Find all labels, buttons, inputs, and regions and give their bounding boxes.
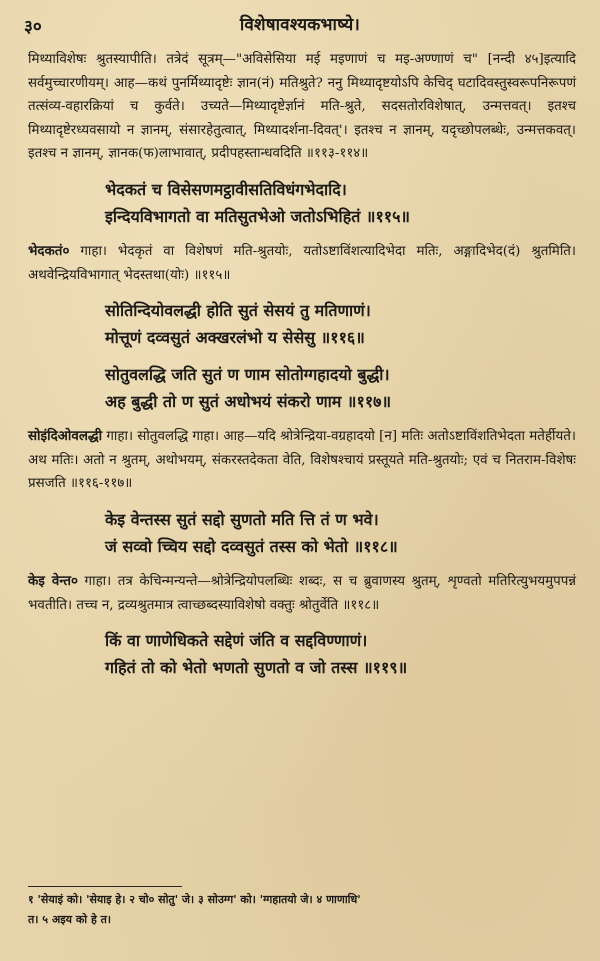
verse-line: गहितं तो को भेतो भणतो सुणतो व जो तस्स ॥११९॥ [105, 658, 408, 678]
verse-line: अह बुद्धी तो ण सुतं अधोभयं संकरो णाम ॥११७॥ [105, 392, 392, 412]
verse-115 [28, 176, 576, 230]
verse-line: मोत्तूणं दव्वसुतं अक्खरलंभो य सेसेसु ॥११६॥ [105, 328, 365, 348]
page-number: ३० [24, 17, 42, 37]
footnote-line: १ 'सेयाइं को। 'सेयाइ हे। २ चो० सोतु' जे। ३ सोउग्ग' को। 'ग्गहातयो जे। ४ णाणाधि' [28, 893, 361, 906]
footnote-rule [28, 886, 182, 887]
commentary-text: मिथ्याविशेषः श्रुतस्यापीति। तत्रेदं सूत्रम्—"अविसेसिया मई मइणाणं च मइ-अण्णाणं च" [नन्दी ४५]इत्यादि सर्वमुच्चारणीयम्। आह—कथं पुनर्मिथ्यादृष्टेः ज्ञान(नं) मतिश्रुते? ननु मिथ्यादृष्टयोऽपि केचिद् घटादिवस्तुस्वरूपनिरूपणं तत्संव्य-वहारक्रियां च कुर्वते। उच्यते—मिथ्यादृष्टेर्ज्ञानं मति-श्रुते, सदसतोरविशेषात्, उन्मत्तवत्। इतश्च मिथ्यादृष्टेरध्यवसायो न ज्ञानम्, संसारहेतुत्वात्, मिथ्यादर्शना-दिवत्'। इतश्च न ज्ञानम्, यदृच्छोपलब्धेः, उन्मत्तकवत्। इतश्च न ज्ञानम्, ज्ञानक(फ)लाभावात्, प्रदीपहस्तान्धवदिति ॥११३-११४॥ [28, 52, 576, 162]
verse-line: इन्दियविभागतो वा मतिसुतभेओ जतोऽभिहितं ॥११५॥ [105, 206, 411, 226]
commentary-lead: भेदकतं० [28, 242, 70, 259]
commentary-paragraph [28, 570, 576, 617]
commentary-text: गाहा। तत्र केचिन्मन्यन्ते—श्रोत्रेन्द्रियोपलब्धिः शब्दः, स च ब्रुवाणस्य श्रुतम्, शृण्वतो मतिरित्युभयमुपपन्नं भवतीति। तच्च न, द्रव्यश्रुतमात्र त्वाच्छब्दस्याविशेषो वक्तुः श्रोतुर्वेति ॥११८॥ [28, 573, 577, 613]
verse-line: किं वा णाणेधिकते सद्देणं जंति व सद्दविण्णाणं। [105, 631, 368, 651]
commentary-paragraph [28, 240, 576, 287]
commentary-paragraph [28, 48, 576, 166]
page-body [28, 48, 576, 681]
verse-line: भेदकतं च विसेसणमट्ठावीसतिविधंगभेदादि। [105, 179, 347, 199]
running-title: विशेषावश्यकभाष्ये। [239, 15, 361, 35]
footnotes [28, 890, 576, 930]
commentary-text: गाहा। सोतुवलद्धि गाहा। आह—यदि श्रोत्रेन्द्रिया-वग्रहादयो [न] मतिः अतोऽष्टाविंशतिभेदता मतेर्हीयते। अथ मतिः। अतो न श्रुतम्, अथोभयम्, संकरस्तदेकता वेति, विशेषश्चायं प्रस्तूयते मति-श्रुतयोः; एवं च नितराम-विशेषः प्रसजति ॥११६-११७॥ [28, 429, 576, 492]
page-header [22, 12, 578, 40]
verse-118 [28, 506, 576, 560]
verse-116 [28, 297, 576, 351]
verse-line: केइ वेन्तस्स सुतं सद्दो सुणतो मति त्ति तं ण भवे। [105, 509, 379, 529]
commentary-lead: सोइंदिओवलद्धी [28, 428, 103, 445]
commentary-lead: केइ वेन्त० [28, 572, 78, 589]
commentary-text: गाहा। भेदकृतं वा विशेषणं मति-श्रुतयोः, यतोऽष्टाविंशत्यादिभेदा मतिः, अङ्गादिभेद(दं) श्रुतमिति। अथवेन्द्रियविभागात् भेदस्तथा(योः) ॥११५॥ [28, 243, 576, 283]
verse-line: जं सव्वो च्चिय सद्दो दव्वसुतं तस्स को भेतो ॥११८॥ [105, 536, 398, 556]
verse-119 [28, 627, 576, 681]
footnote-line: त। ५ अइय को हे त। [28, 913, 112, 926]
verse-117 [28, 361, 576, 415]
verse-line: सोतिन्दियोवलद्धी होति सुतं सेसयं तु मतिणाणं। [105, 301, 371, 321]
commentary-paragraph [28, 425, 576, 496]
verse-line: सोतुवलद्धि जति सुतं ण णाम सोतोग्गहादयो बुद्धी। [105, 365, 390, 385]
